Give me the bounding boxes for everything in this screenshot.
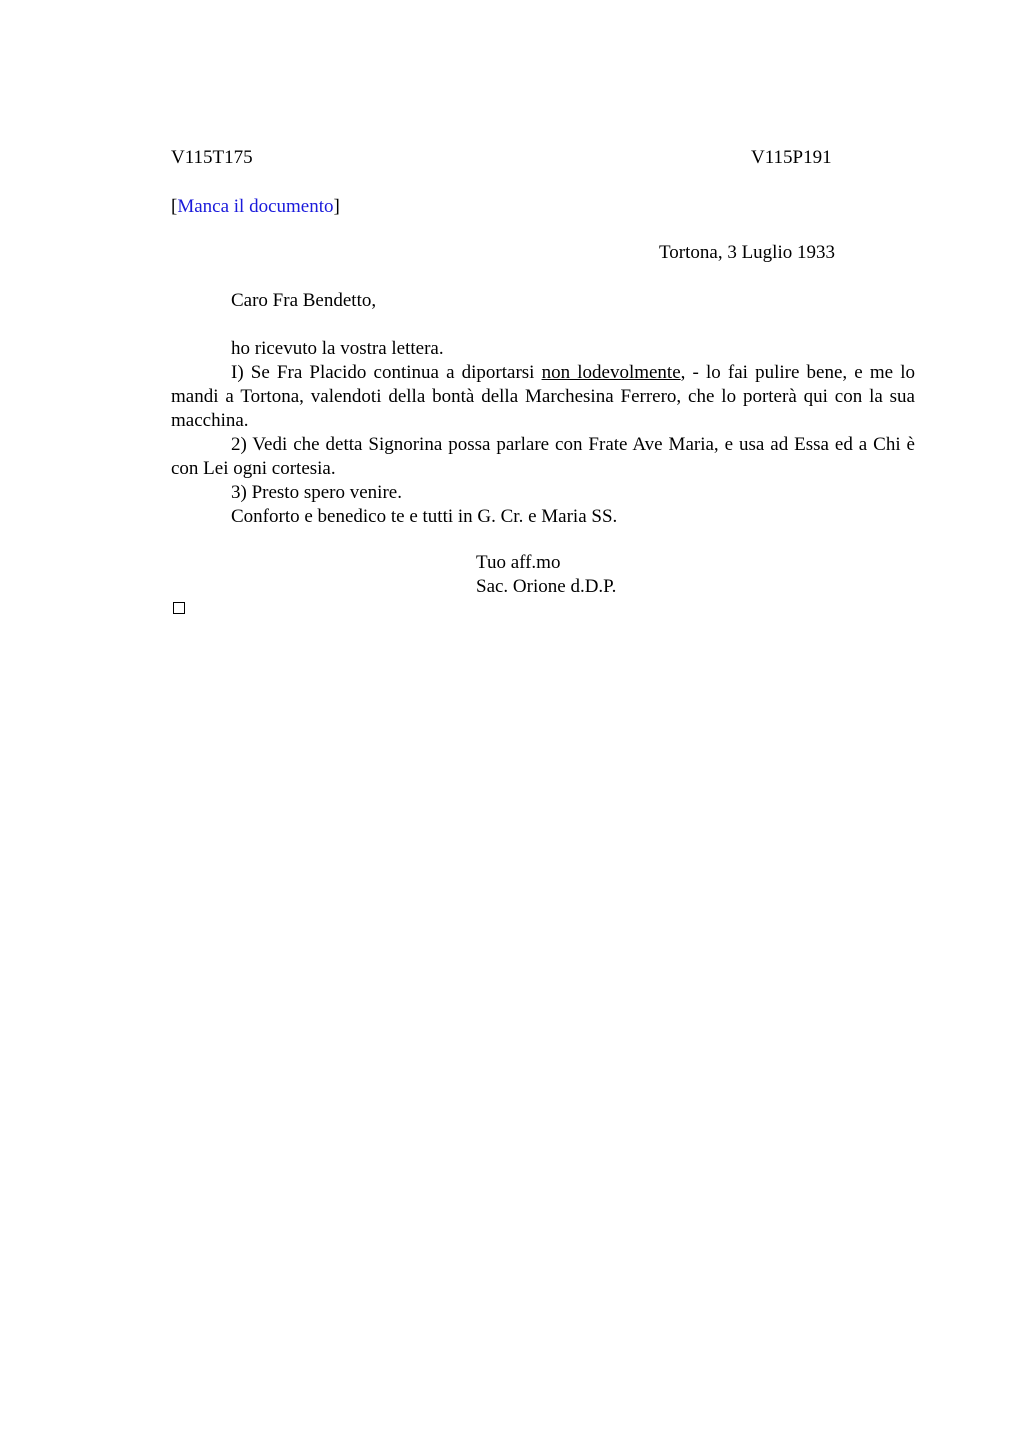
letter-body (171, 337, 915, 529)
place-date: Tortona, 3 Luglio 1933 (659, 242, 835, 263)
close-bracket: ] (333, 196, 340, 217)
missing-document-link[interactable]: Manca il documento (177, 196, 334, 217)
paragraph-1 (171, 361, 915, 433)
paragraph-1-end: , - lo fai pulire bene, e me lo mandi a Tortona, valendoti della bontà della Marchesina Ferrero, che lo porterà qui con la sua macchina. (171, 362, 915, 431)
open-bracket: [ (171, 196, 178, 217)
missing-document-note (171, 195, 340, 219)
paragraph-2: 2) Vedi che detta Signorina possa parlare con Frate Ave Maria, e usa ad Essa ed a Chi è con Lei ogni cortesia. (171, 434, 915, 479)
header-right-code: V115P191 (751, 147, 832, 168)
paragraph-0: ho ricevuto la vostra lettera. (231, 338, 444, 359)
signature: Sac. Orione d.D.P. (476, 576, 617, 597)
header-left-code: V115T175 (171, 147, 253, 168)
empty-square-icon (173, 602, 185, 614)
paragraph-4: Conforto e benedico te e tutti in G. Cr. e Maria SS. (231, 506, 618, 527)
closing: Tuo aff.mo (476, 552, 561, 573)
underlined-phrase: non lodevolmente (541, 362, 681, 383)
paragraph-3: 3) Presto spero venire. (231, 482, 402, 503)
paragraph-1-start: I) Se Fra Placido continua a diportarsi (231, 362, 542, 383)
salutation: Caro Fra Bendetto, (231, 290, 377, 311)
